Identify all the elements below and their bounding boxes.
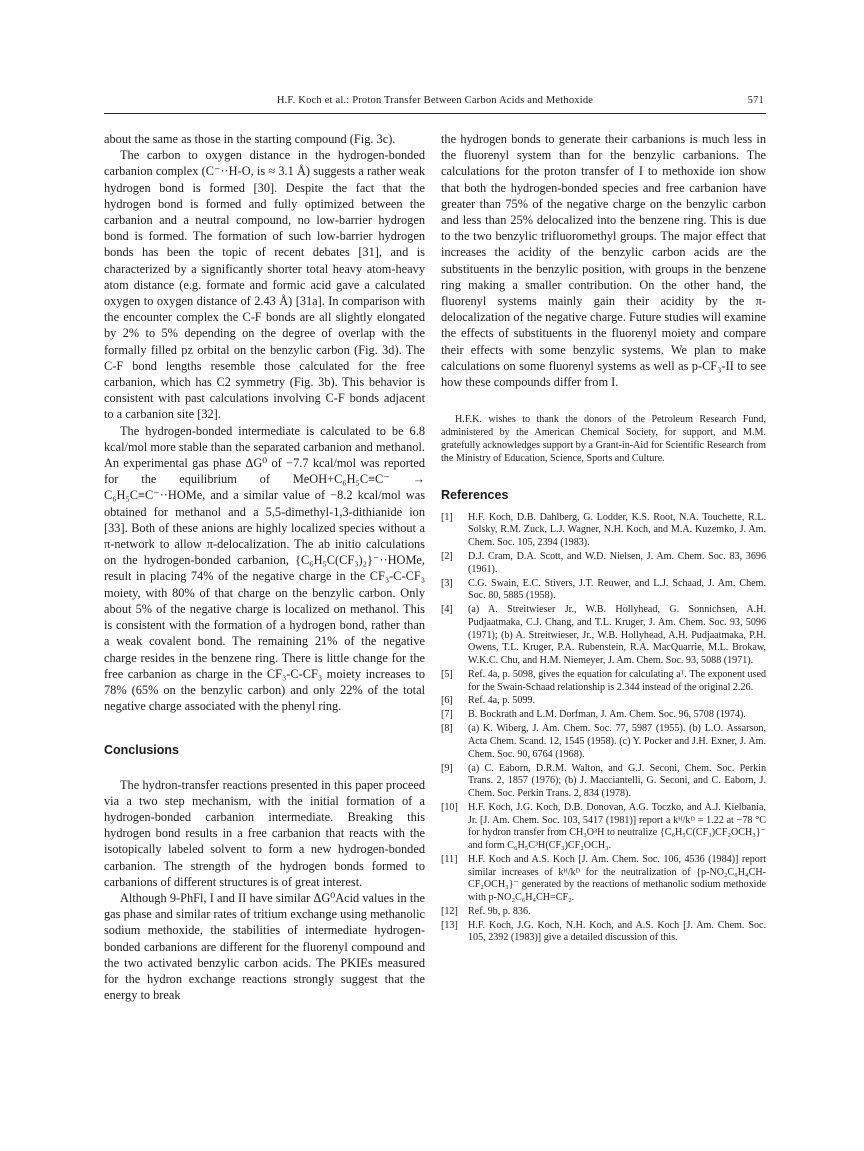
reference-text: H.F. Koch and A.S. Koch [J. Am. Chem. Soc. 106, 4536 (1984)] report similar increases of kᴴ/kᴰ for the neutralization of {p-NO₂C₆H₄CH-CF₂OCH₃}⁻ generated by the reactions of methanolic sodium methoxide with p-NO₂C₆H₄CH=CF₂. <box>468 853 766 903</box>
reference-item <box>441 512 766 550</box>
paragraph: the hydrogen bonds to generate their carbanions is much less in the fluorenyl system than for the benzylic carbanions. The calculations for the proton transfer of I to methoxide ion show that both the hydrogen-bonded species and free carbanion have greater than 75% of the negative charge on the benzylic carbon and less than 25% delocalized into the benzene ring. This is due to the two benzylic trifluoromethyl groups. The major effect that increases the acidity of the benzylic carbon acids are the substituents in the benzylic position, with groups in the benzene ring making a smaller contribution. On the other hand, the fluorenyl systems mainly gain their acidity by the π-delocalization of the negative charge. Future studies will examine the effects of substituents in the fluorenyl moiety and compare their effects with some benzylic systems. We plan to make calculations on some fluorenyl systems as well as p-CF₃-II to see how these compounds differ from I. <box>441 132 766 390</box>
paragraph: The hydron-transfer reactions presented in this paper proceed via a two step mechanism, with the initial formation of a hydrogen-bonded carbanion intermediate. Breaking this hydrogen bond results in a free carbanion that reacts with the isotopically labeled solvent to form a new hydrogen-bonded carbanion. The strength of the hydrogen bonds formed to carbanions of different structures is of great interest. <box>104 777 425 889</box>
reference-number: [13] <box>441 919 458 931</box>
reference-number: [3] <box>441 577 453 589</box>
reference-item <box>441 709 766 722</box>
reference-text: Ref. 4a, p. 5098, gives the equation for calculating aᵀ. The exponent used for the Swain-Schaad relationship is 2.344 instead of the original 2.26. <box>468 668 766 693</box>
reference-number: [7] <box>441 709 453 721</box>
references-heading: References <box>441 488 509 503</box>
reference-text: B. Bockrath and L.M. Dorfman, J. Am. Chem. Soc. 96, 5708 (1974). <box>468 709 746 721</box>
reference-item <box>441 763 766 801</box>
reference-number: [9] <box>441 762 453 774</box>
reference-item <box>441 723 766 761</box>
reference-text: H.F. Koch, D.B. Dahlberg, G. Lodder, K.S. Root, N.A. Touchette, R.L. Solsky, R.M. Zuck, L.J. Wagner, N.H. Koch, and M.A. Kuzemko, J. Am. Chem. Soc. 105, 2394 (1983). <box>468 511 766 549</box>
reference-number: [5] <box>441 668 453 680</box>
page-header <box>104 93 766 111</box>
acknowledgement: H.F.K. wishes to thank the donors of the Petroleum Research Fund, administered by the American Chemical Society, for support, and M.M. gratefully acknowledges support by a Grant-in-Aid for Scientific Research from the Ministry of Education, Science, Sports and Culture. <box>441 414 766 464</box>
reference-text: H.F. Koch, J.G. Koch, N.H. Koch, and A.S. Koch [J. Am. Chem. Soc. 105, 2392 (1983)] give a detailed discussion of this. <box>468 919 766 944</box>
reference-text: C.G. Swain, E.C. Stivers, J.T. Reuwer, and L.J. Schaad, J. Am. Chem. Soc. 80, 5885 (1958). <box>468 577 766 602</box>
reference-number: [4] <box>441 604 453 616</box>
reference-number: [2] <box>441 550 453 562</box>
reference-number: [8] <box>441 723 453 735</box>
reference-text: (a) K. Wiberg, J. Am. Chem. Soc. 77, 5987 (1955). (b) L.O. Assarson, Acta Chem. Scand. 12, 1545 (1958). (c) Y. Pocker and J.H. Exner, J. Am. Chem. Soc. 90, 6764 (1968). <box>468 723 766 760</box>
conclusions-heading: Conclusions <box>104 743 180 758</box>
header-rule <box>104 113 766 114</box>
left-column <box>104 131 425 1003</box>
reference-text: D.J. Cram, D.A. Scott, and W.D. Nielsen, J. Am. Chem. Soc. 83, 3696 (1961). <box>468 550 766 575</box>
reference-item <box>441 604 766 668</box>
reference-text: Ref. 4a, p. 5099. <box>468 695 535 707</box>
right-column <box>441 131 766 946</box>
paragraph: about the same as those in the starting compound (Fig. 3c). <box>104 132 396 146</box>
reference-item <box>441 551 766 576</box>
reference-item <box>441 854 766 905</box>
reference-text: (a) A. Streitwieser Jr., W.B. Hollyhead, G. Sonnichsen, A.H. Pudjaatmaka, C.J. Chang, and T.L. Kruger, J. Am. Chem. Soc. 93, 5096 (1971); (b) A. Streitwieser, Jr., W.B. Hollyhead, A.H. Pudjaatmaka, P.H. Owens, T.L. Kruger, P.A. Rubenstein, R.A. MacQuarrie, M.L. Brokaw, W.K.C. Chu, and H.M. Niemeyer, J. Am. Chem. Soc. 93, 5088 (1971). <box>468 604 766 666</box>
reference-text: H.F. Koch, J.G. Koch, D.B. Donovan, A.G. Toczko, and A.J. Kielbania, Jr. [J. Am. Chem. Soc. 103, 5417 (1981)] report a kᴴ/kᴰ = 1.22 at −78 °C for hydron transfer from CH₃O³H to neutralize {C₆H₅C(CF₃)CF₂OCH₃}⁻ and form C₆H₅C³H(CF₃)CF₂OCH₃. <box>468 801 766 851</box>
reference-item <box>441 906 766 919</box>
reference-item <box>441 695 766 708</box>
reference-list <box>441 512 766 945</box>
reference-text: (a) C. Eaborn, D.R.M. Walton, and G.J. Seconi, Chem. Soc. Perkin Trans. 2, 1857 (1976); (b) J. Macciantelli, G. Seconi, and C. Eaborn, J. Chem. Soc. Perkin Trans. 2, 834 (1978). <box>468 762 766 799</box>
reference-text: Ref. 9b, p. 836. <box>468 905 531 917</box>
reference-number: [11] <box>441 853 458 865</box>
paragraph: The carbon to oxygen distance in the hydrogen-bonded carbanion complex (C⁻··H-O, is ≈ 3.1 Å) suggests a rather weak hydrogen bond is formed [30]. Despite the fact that the hydrogen bond is formed and fully optimized between the carbanion and a neutral compound, no low-barrier hydrogen bond is formed. The formation of such low-barrier hydrogen bonds has been the topic of recent debates [31], and is characterized by a significantly shorter total heavy atom-heavy atom distance (e.g. formate and formic acid gave a calculated oxygen to oxygen distance of 2.43 Å) [31a]. In comparison with the encounter complex the C-F bonds are all slightly elongated by 2% to 5% depending on the degree of overlap with the formally filled pz orbital on the benzylic carbon (Fig. 3d). The C-F bond lengths resemble those calculated for the free carbanion, which has C2 symmetry (Fig. 3b). This behavior is consistent with past calculations involving C-F bonds adjacent to a carbanion site [32]. <box>104 148 425 422</box>
reference-number: [1] <box>441 511 453 523</box>
paragraph: The hydrogen-bonded intermediate is calculated to be 6.8 kcal/mol more stable than the separated carbanion and methanol. An experimental gas phase ΔG⁰ of −7.7 kcal/mol was reported for the equilibrium of MeOH+C₆H₅C≡C⁻ → C₆H₅C≡C⁻··HOMe, and a similar value of −8.2 kcal/mol was obtained for methanol and a 5,5-dimethyl-1,3-dithianide ion [33]. Both of these anions are highly localized species without a π-network to allow π-delocalization. The ab initio calculations on the hydrogen-bonded carbanion, {C₆H₅C(CF₃)₂}⁻··HOMe, result in placing 74% of the negative charge in the CF₃-C-CF₃ moiety, with 80% of that charge on the benzylic carbon. Only about 5% of the negative charge is localized on methanol. This is consistent with the formation of a hydrogen bond, rather than a weak covalent bond. The remaining 21% of the negative charge resides in the benzene ring. There is little change for the free carbanion as charge in the CF₃-C-CF₃ moiety increases to 78% (65% on the benzylic carbon) and only 22% of the total negative charge associated with the phenyl ring. <box>104 423 425 714</box>
reference-item <box>441 669 766 694</box>
reference-item <box>441 920 766 945</box>
reference-number: [10] <box>441 801 458 813</box>
running-title: H.F. Koch et al.: Proton Transfer Between Carbon Acids and Methoxide <box>276 95 594 106</box>
reference-number: [12] <box>441 905 458 917</box>
reference-number: [6] <box>441 695 453 707</box>
paragraph: Although 9-PhFl, I and II have similar ΔG⁰Acid values in the gas phase and similar rates of tritium exchange using methanolic sodium methoxide, the stabilities of intermediate hydrogen-bonded carbanions are different for the fluorenyl compound and the two activated benzylic carbon acids. The PKIEs measured for the hydron exchange reactions strongly suggest that the energy to break <box>104 890 425 1003</box>
page-number: 571 <box>747 95 764 106</box>
reference-item <box>441 578 766 603</box>
reference-item <box>441 802 766 853</box>
